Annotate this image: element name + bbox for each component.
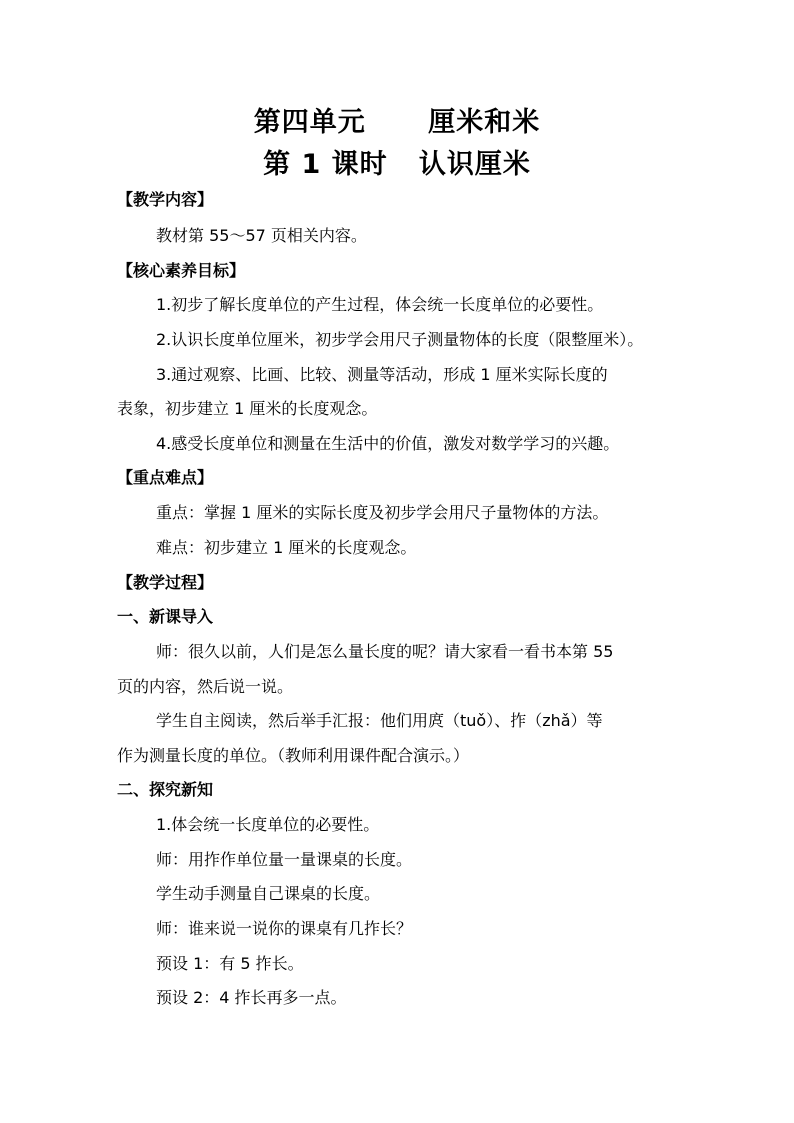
goal-item: 4.感受长度单位和测量在生活中的价值，激发对数学学习的兴趣。: [156, 434, 620, 453]
paragraph-line: 师：用拃作单位量一量课桌的长度。: [156, 850, 413, 869]
paragraph-line: 作为测量长度的单位。（教师利用课件配合演示。）: [117, 746, 470, 765]
content-text: 教材第 55～57 页相关内容。: [156, 226, 367, 245]
key-heading: 【重点难点】: [117, 468, 214, 487]
goals-heading: 【核心素养目标】: [117, 261, 246, 280]
key-point: 重点：掌握 1 厘米的实际长度及初步学会用尺子量物体的方法。: [156, 503, 609, 522]
lesson-title: 第 1 课时 认识厘米: [263, 149, 531, 180]
goal-item: 1.初步了解长度单位的产生过程，体会统一长度单位的必要性。: [156, 295, 604, 314]
process-heading: 【教学过程】: [117, 573, 214, 592]
paragraph-line: 学生动手测量自己课桌的长度。: [156, 884, 381, 903]
paragraph-line: 学生自主阅读，然后举手汇报：他们用庹（tuǒ）、拃（zhǎ）等: [156, 711, 603, 730]
content-heading: 【教学内容】: [117, 190, 214, 209]
goal-item-continuation: 表象，初步建立 1 厘米的长度观念。: [117, 399, 378, 418]
part-2-heading: 二、探究新知: [117, 780, 214, 799]
paragraph-line: 师：很久以前，人们是怎么量长度的呢？请大家看一看书本第 55: [156, 642, 614, 661]
part-1-heading: 一、新课导入: [117, 607, 214, 626]
paragraph-line: 1.体会统一长度单位的必要性。: [156, 815, 380, 834]
goal-item: 2.认识长度单位厘米，初步学会用尺子测量物体的长度（限整厘米）。: [156, 330, 644, 349]
paragraph-line: 预设 2：4 拃长再多一点。: [156, 988, 347, 1007]
difficult-point: 难点：初步建立 1 厘米的长度观念。: [156, 538, 417, 557]
paragraph-line: 页的内容，然后说一说。: [117, 677, 294, 696]
goal-item: 3.通过观察、比画、比较、测量等活动，形成 1 厘米实际长度的: [156, 365, 608, 384]
unit-title: 第四单元 厘米和米: [253, 107, 541, 138]
paragraph-line: 预设 1：有 5 拃长。: [156, 954, 304, 973]
paragraph-line: 师：谁来说一说你的课桌有几拃长？: [156, 919, 413, 938]
